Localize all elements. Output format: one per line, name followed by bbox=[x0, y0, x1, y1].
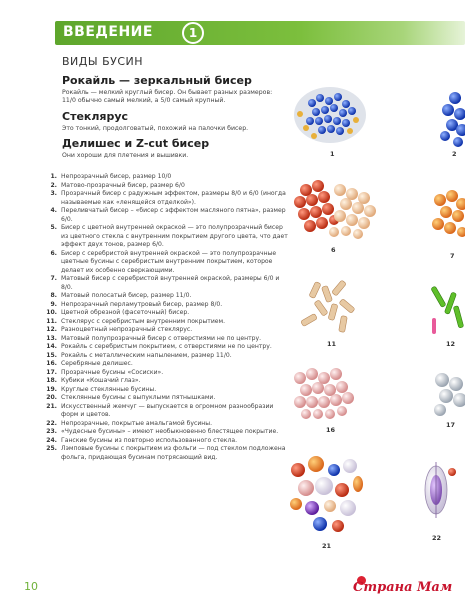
bead-photo-7 bbox=[432, 190, 465, 237]
list-item-text: Непрозрачный бисер, размер 10/0 bbox=[61, 173, 172, 180]
bead-photo-12 bbox=[431, 286, 464, 334]
bead-photo-6 bbox=[294, 180, 376, 239]
section-text-delica: Они хороши для плетения и вышивки. bbox=[62, 151, 189, 159]
list-item-number: 21. bbox=[46, 402, 57, 410]
list-item-number: 9. bbox=[50, 300, 57, 308]
list-item-number: 22. bbox=[46, 419, 57, 427]
list-item-text: Стеклярус с серебристым внутренним покрытием. bbox=[61, 317, 226, 325]
list-item-number: 7. bbox=[50, 275, 57, 282]
list-item-text: Ганские бусины из повторно использованного стекла. bbox=[61, 436, 238, 444]
list-item-text: «Чудесные бусины» – имеют необыкновенно блестящее покрытие. bbox=[61, 428, 279, 435]
list-item-number: 13. bbox=[46, 334, 57, 342]
list-item-text: Рокайль с металлическим напылением, размер 11/0. bbox=[61, 351, 232, 359]
list-item-number: 1. bbox=[50, 173, 57, 180]
list-item-number: 6. bbox=[50, 249, 57, 257]
list-item-number: 17. bbox=[46, 368, 57, 376]
list-item-number: 12. bbox=[46, 326, 57, 333]
list-item-number: 15. bbox=[46, 351, 57, 359]
list-item-text: Серебряные делишес. bbox=[61, 360, 133, 367]
section-title-delica: Делишес и Z-cut бисер bbox=[62, 136, 210, 150]
list-item-text: Матово-прозрачный бисер, размер 6/0 bbox=[61, 181, 185, 189]
bead-photo-22 bbox=[425, 462, 456, 518]
list-item-number: 4. bbox=[50, 207, 57, 214]
list-item-number: 8. bbox=[50, 292, 57, 299]
caption-16: 16 bbox=[326, 426, 336, 434]
bead-photo-17 bbox=[434, 373, 465, 416]
list-item-number: 3. bbox=[50, 190, 57, 197]
watermark: Страна Мам bbox=[353, 580, 453, 595]
page-heading: ВИДЫ БУСИН bbox=[62, 55, 144, 68]
caption-11: 11 bbox=[327, 340, 337, 348]
section-title-bugle: Стеклярус bbox=[62, 109, 129, 123]
list-item-number: 25. bbox=[46, 445, 57, 452]
list-item-text: Рокайль с серебристым покрытием, с отверстиями не по центру. bbox=[61, 343, 272, 350]
section-text-bugle: Это тонкий, продолговатый, похожий на палочки бисер. bbox=[62, 124, 249, 132]
list-item-number: 14. bbox=[46, 343, 57, 350]
list-item-text: Бисер с серебристой внутренней окраской — это полупрозрачные цветные бусины с серебристым внутренним покрытием, которое делает их особенно сверкающими. bbox=[61, 249, 277, 274]
caption-2: 2 bbox=[452, 150, 457, 158]
bead-photo-1 bbox=[294, 87, 366, 143]
list-item-text: Цветной обрезной (фасеточный) бисер. bbox=[61, 309, 190, 316]
list-item-text: Переливчатый бисер – «бисер с эффектом масляного пятна», размер 6/0. bbox=[61, 207, 286, 223]
list-item-text: Бисер с цветной внутренней окраской — это полупрозрачный бисер из цветного стекла с внутренним покрытием другого цвета, что дает эффект двух тонов, размер 6/0. bbox=[61, 224, 288, 248]
list-item-number: 19. bbox=[46, 385, 57, 393]
list-item-number: 2. bbox=[50, 181, 57, 189]
bead-photo-2 bbox=[440, 92, 465, 147]
list-item-text: Стеклянные бусины с выпуклыми пятнышками. bbox=[61, 394, 216, 401]
caption-21: 21 bbox=[322, 542, 332, 550]
caption-22: 22 bbox=[432, 534, 442, 542]
section-title-rocaille: Рокайль — зеркальный бисер bbox=[62, 74, 252, 87]
list-item-text: Искусственный жемчуг — выпускается в огромном разнообразии форм и цветов. bbox=[61, 402, 274, 418]
list-item-text: Непрозрачные, покрытые амальгамой бусины. bbox=[61, 419, 213, 427]
caption-6: 6 bbox=[331, 246, 336, 254]
page-number: 10 bbox=[24, 580, 38, 593]
list-item-text: Круглые стеклянные бусины. bbox=[61, 385, 157, 393]
bead-photo-11 bbox=[301, 280, 355, 332]
list-item-text: Разноцветный непрозрачный стеклярус. bbox=[61, 326, 193, 333]
list-item-text: Прозрачный бисер с радужным эффектом, размеры 8/0 и 6/0 (иногда называемые как «ленящейся отделкой»). bbox=[61, 190, 286, 206]
list-item-number: 5. bbox=[50, 224, 57, 231]
bead-photo-16 bbox=[294, 368, 354, 419]
list-item-text: Лэмповые бусины с покрытием из фольги — под стеклом подложена фольга, придающая бусинам потрясающий вид. bbox=[61, 445, 286, 461]
list-item-number: 23. bbox=[46, 428, 57, 435]
list-item-number: 18. bbox=[46, 377, 57, 384]
list-item-text: Прозрачные бусины «Сосиски». bbox=[61, 368, 164, 376]
section-text-rocaille: Рокайль — мелкий круглый бисер. Он бывает разных размеров: 11/0 обычно самый мелкий, а 5/0 самый крупный. bbox=[62, 89, 273, 105]
caption-7: 7 bbox=[450, 252, 455, 260]
list-item-text: Непрозрачный перламутровый бисер, размер 8/0. bbox=[61, 300, 223, 308]
section-title: ВВЕДЕНИЕ bbox=[63, 24, 153, 40]
list-item-text: Матовый полосатый бисер, размер 11/0. bbox=[61, 292, 192, 299]
list-item-number: 11. bbox=[46, 317, 57, 325]
list-item-number: 10. bbox=[46, 309, 57, 316]
list-item-number: 24. bbox=[46, 436, 57, 444]
chapter-number: 1 bbox=[182, 22, 204, 44]
list-item-number: 16. bbox=[46, 360, 57, 367]
bead-photo-21 bbox=[290, 456, 363, 532]
list-item-number: 20. bbox=[46, 394, 57, 401]
caption-12: 12 bbox=[446, 340, 456, 348]
list-item-text: Матовый полупрозрачный бисер с отверстиями не по центру. bbox=[61, 334, 262, 342]
list-item-text: Кубики «Кошачий глаз». bbox=[61, 377, 141, 384]
list-item-text: Матовый бисер с серебристой внутренней окраской, размеры 6/0 и 8/0. bbox=[61, 275, 280, 291]
caption-1: 1 bbox=[330, 150, 335, 158]
caption-17: 17 bbox=[446, 421, 456, 429]
